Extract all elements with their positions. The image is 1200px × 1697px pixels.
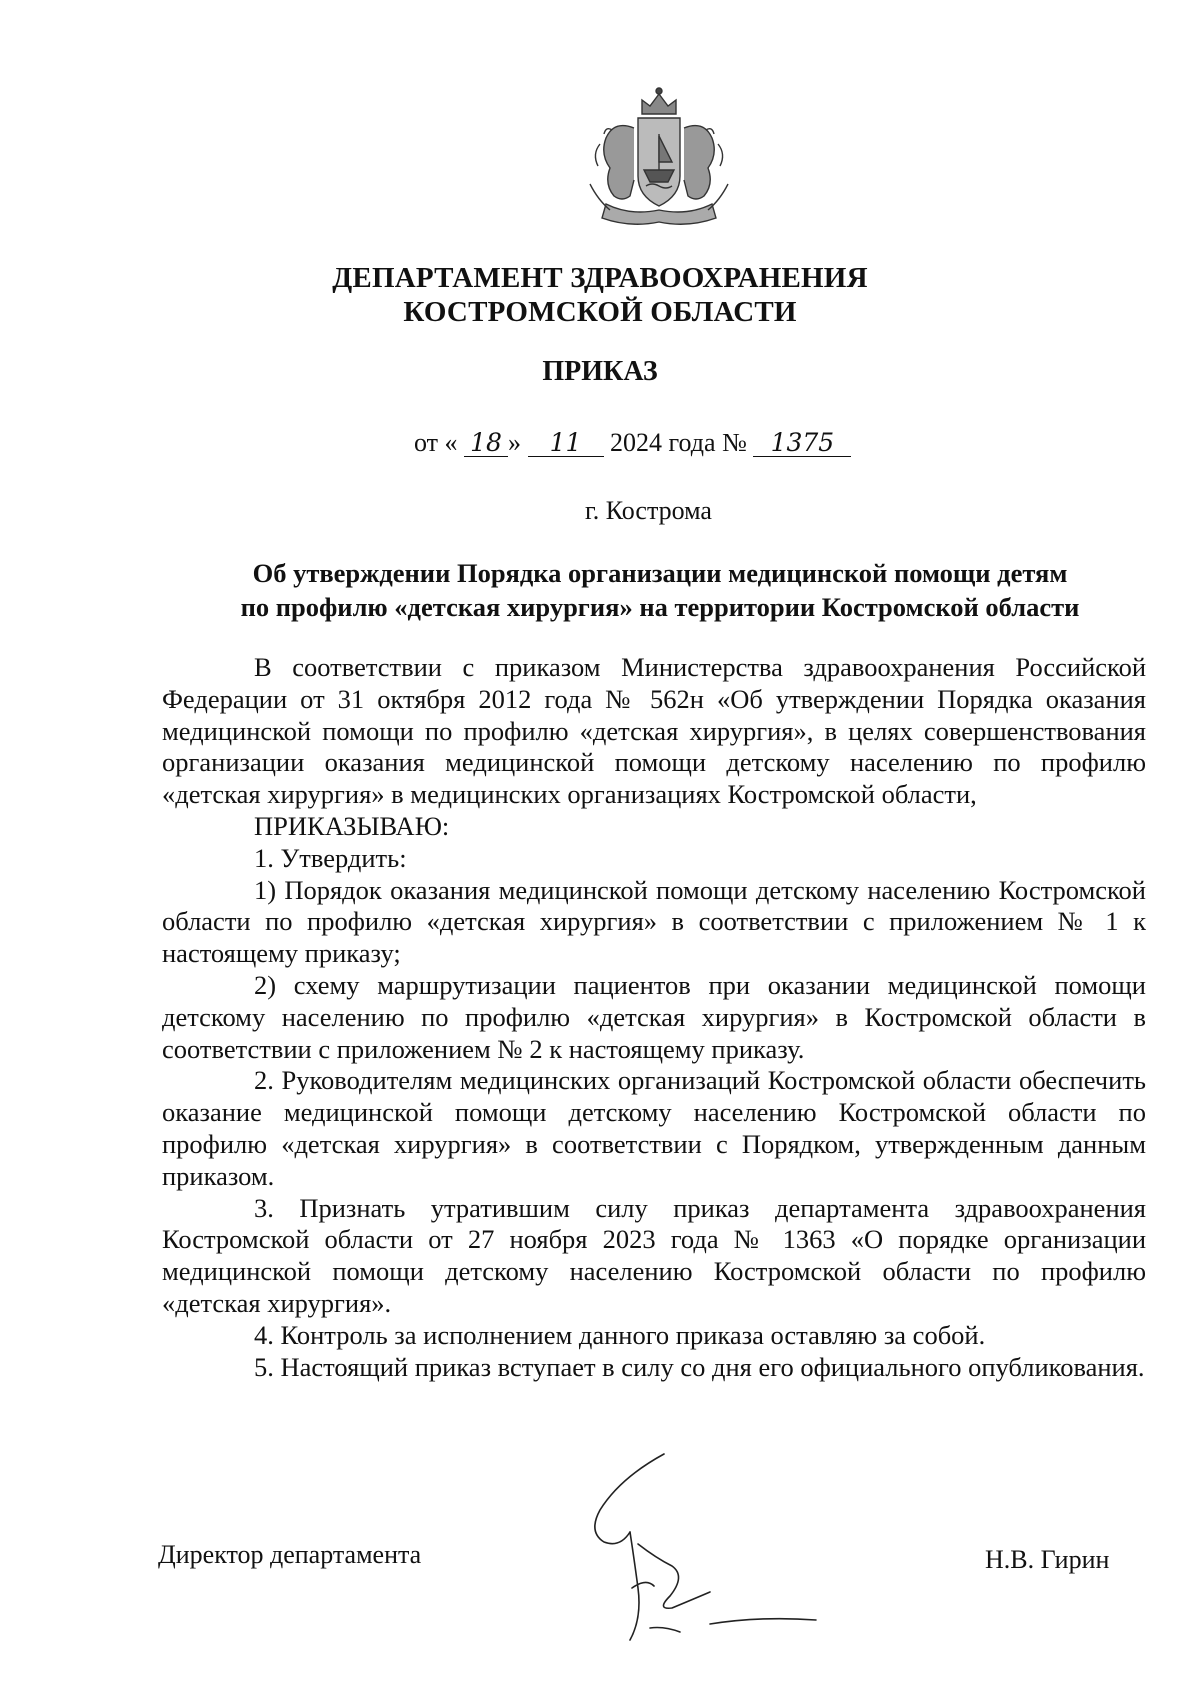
quote-close: »	[508, 428, 522, 457]
item-1: 1. Утвердить:	[254, 842, 407, 873]
preamble-paragraph: В соответствии с приказом Министерства здравоохранения Российской Федерации от 31 октября 2012 года № 562н «Об утверждении Порядка оказания медицинской помощи по профилю «детская хирургия», в целях совершенствования организации оказания медицинской помощи детскому населению по профилю «детская хирургия» в медицинских организациях Костромской области,	[162, 652, 1146, 810]
item-2: 2. Руководителям медицинских организаций Костромской области обеспечить оказание медицинской помощи детскому населению Костромской области по профилю «детская хирургия» в соответствии с Порядком, утвержденным данным приказом.	[162, 1065, 1146, 1191]
item-1-1: 1) Порядок оказания медицинской помощи детскому населению Костромской области по профилю «детская хирургия» в соответствии с приложением № 1 к настоящему приказу;	[162, 874, 1146, 969]
order-day: 18	[464, 430, 508, 457]
item-5: 5. Настоящий приказ вступает в силу со дня его официального опубликования.	[254, 1351, 1145, 1382]
signatory-name: Н.В. Гирин	[985, 1545, 1110, 1574]
department-name-line2: КОСТРОМСКОЙ ОБЛАСТИ	[403, 296, 797, 328]
date-prefix: от «	[414, 428, 458, 457]
subject-line2: по профилю «детская хирургия» на территории Костромской области	[240, 592, 1080, 622]
order-month: 11	[528, 430, 604, 457]
handwritten-signature	[560, 1448, 840, 1648]
order-number: 1375	[753, 430, 851, 457]
document-title: ПРИКАЗ	[542, 356, 658, 387]
city: г. Кострома	[585, 496, 712, 525]
item-3: 3. Признать утратившим силу приказ департамента здравоохранения Костромской области от 27 ноября 2023 года № 1363 «О порядке организации медицинской помощи детскому населению Костромской области по профилю «детская хирургия».	[162, 1192, 1146, 1318]
document-body	[162, 652, 1146, 1383]
year-text: 2024 года №	[610, 428, 747, 457]
coat-of-arms-emblem	[570, 84, 748, 232]
order-word: ПРИКАЗЫВАЮ:	[254, 810, 450, 841]
order-date-number	[414, 428, 851, 458]
signatory-position: Директор департамента	[158, 1540, 422, 1569]
item-4: 4. Контроль за исполнением данного приказа оставляю за собой.	[254, 1319, 986, 1350]
item-1-2: 2) схему маршрутизации пациентов при оказании медицинской помощи детскому населению по профилю «детская хирургия» в Костромской области в соответствии с приложением № 2 к настоящему приказу.	[162, 969, 1146, 1064]
subject-line1: Об утверждении Порядка организации медицинской помощи детям	[252, 558, 1068, 588]
department-name-line1: ДЕПАРТАМЕНТ ЗДРАВООХРАНЕНИЯ	[332, 262, 868, 294]
